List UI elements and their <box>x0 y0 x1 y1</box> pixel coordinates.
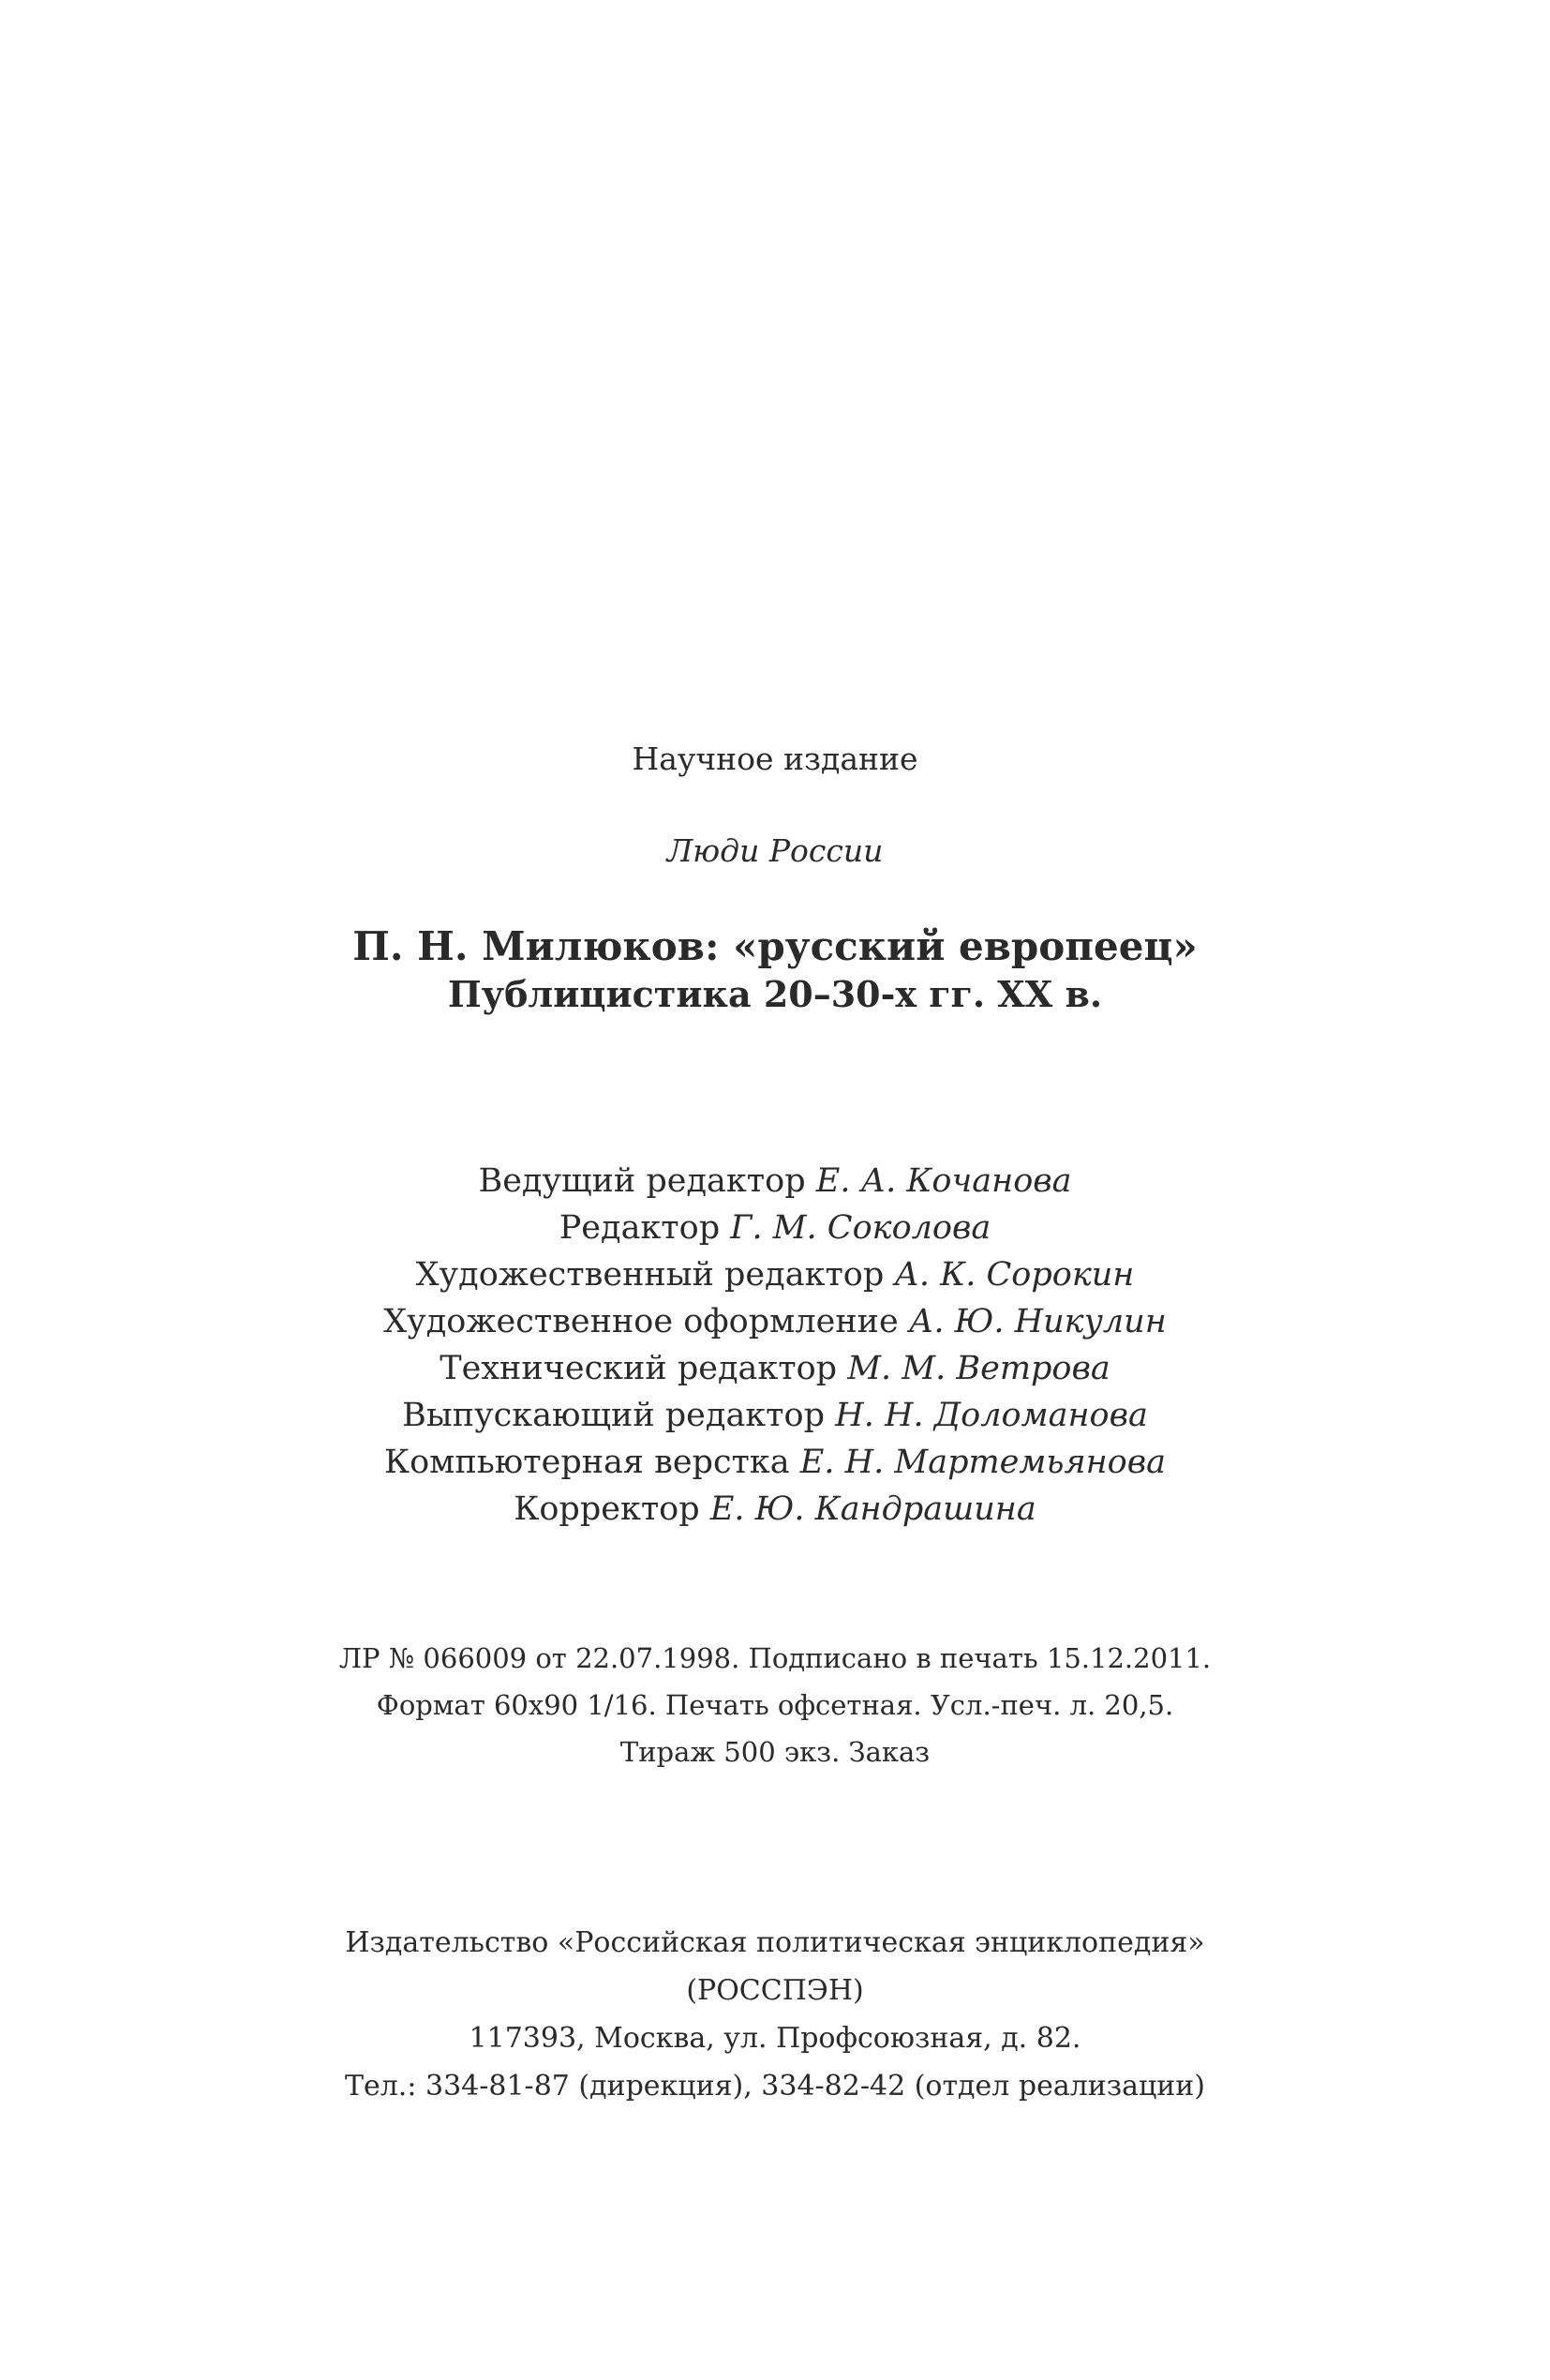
credit-name: М. М. Ветрова <box>847 1350 1110 1387</box>
credit-line <box>0 1209 1550 1247</box>
credit-role: Художественный редактор <box>415 1256 885 1294</box>
publisher-phone: Тел.: 334-81-87 (дирекция), 334-82-42 (отдел реализации) <box>344 2070 1206 2103</box>
credit-line <box>0 1256 1550 1294</box>
credit-line <box>0 1444 1550 1481</box>
publisher-address: 117393, Москва, ул. Профсоюзная, д. 82. <box>469 2022 1081 2055</box>
imprint-line: Тираж 500 экз. Заказ <box>619 1736 931 1768</box>
credit-role: Корректор <box>514 1490 700 1528</box>
credit-line <box>0 1303 1550 1340</box>
credit-role: Компьютерная верстка <box>384 1444 790 1481</box>
credit-name: Н. Н. Доломанова <box>835 1397 1148 1434</box>
credit-name: Е. А. Кочанова <box>815 1162 1072 1200</box>
imprint-line: Формат 60x90 1/16. Печать офсетная. Усл.-печ. л. 20,5. <box>376 1689 1174 1721</box>
credit-line <box>0 1490 1550 1528</box>
credit-line <box>0 1397 1550 1434</box>
credit-role: Выпускающий редактор <box>402 1397 826 1434</box>
credit-name: Е. Ю. Кандрашина <box>709 1490 1036 1528</box>
credit-role: Художественное оформление <box>383 1303 899 1340</box>
book-subtitle: Публицистика 20–30-х гг. XX в. <box>447 973 1103 1015</box>
publisher-abbreviation: (РОССПЭН) <box>686 1974 864 2007</box>
edition-type: Научное издание <box>632 741 918 777</box>
credit-name: А. Ю. Никулин <box>908 1303 1167 1340</box>
publisher-name: Издательство «Российская политическая энциклопедия» <box>345 1926 1205 1959</box>
imprint-line: ЛР № 066009 от 22.07.1998. Подписано в печать 15.12.2011. <box>338 1642 1212 1674</box>
credit-line <box>0 1350 1550 1387</box>
credit-name: Г. М. Соколова <box>730 1209 991 1247</box>
credit-name: А. К. Сорокин <box>894 1256 1135 1294</box>
credit-name: Е. Н. Мартемьянова <box>799 1444 1166 1481</box>
credit-line <box>0 1162 1550 1200</box>
credit-role: Редактор <box>559 1209 721 1247</box>
credit-role: Технический редактор <box>440 1350 838 1387</box>
credit-role: Ведущий редактор <box>478 1162 806 1200</box>
book-title: П. Н. Милюков: «русский европеец» <box>352 923 1198 969</box>
series-name: Люди России <box>666 832 884 869</box>
